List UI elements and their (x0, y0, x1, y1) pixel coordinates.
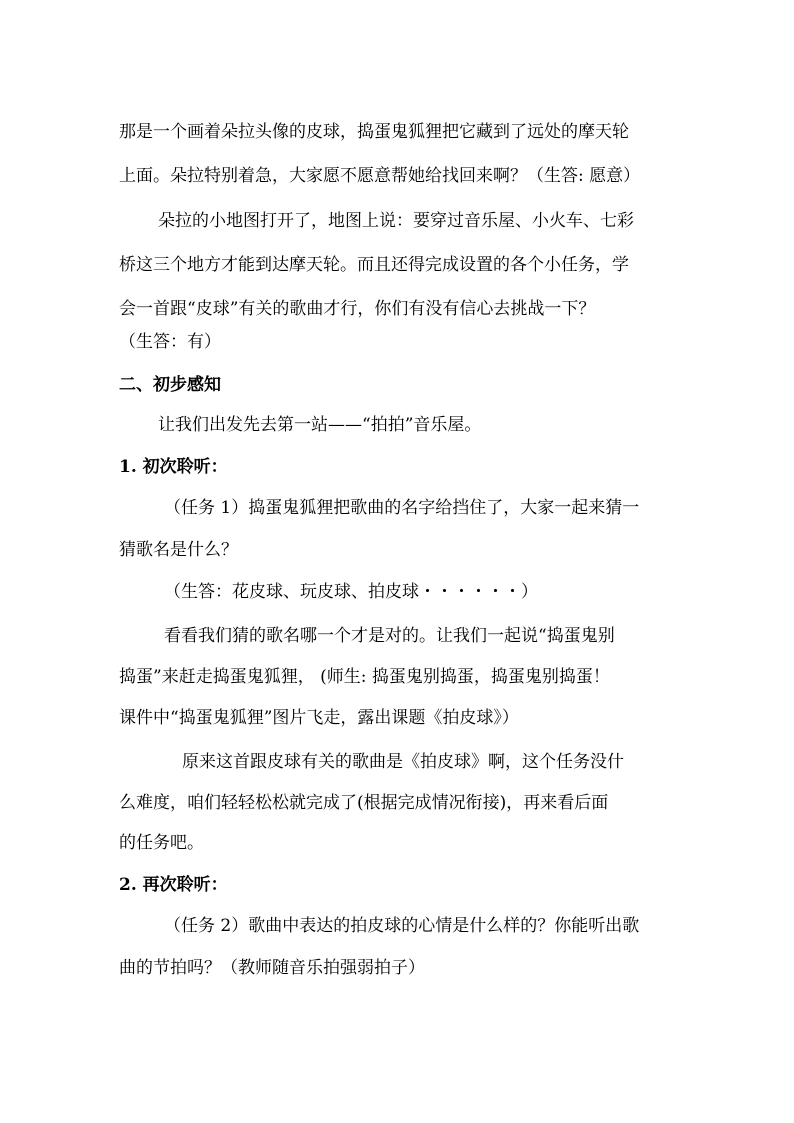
text-line: （生答：有） (119, 332, 221, 352)
text-line: （任务 1）捣蛋鬼狐狸把歌曲的名字给挡住了，大家一起来猜一 (164, 498, 640, 518)
text-line: 上面。朵拉特别着急，大家愿不愿意帮她给找回来啊？（生答: 愿意） (119, 166, 641, 186)
text-line: 猜歌名是什么？ (119, 540, 238, 560)
text-line: （任务 2）歌曲中表达的拍皮球的心情是什么样的？你能听出歌 (164, 916, 640, 936)
text-line: 的任务吧。 (119, 833, 204, 853)
text-line: 看看我们猜的歌名哪一个才是对的。让我们一起说“捣蛋鬼别 (164, 626, 615, 646)
text-line: 课件中“捣蛋鬼狐狸”图片飞走，露出课题《拍皮球》） (119, 708, 519, 728)
text-line: 曲的节拍吗？（教师随音乐拍强弱拍子） (119, 958, 425, 978)
text-line: 让我们出发先去第一站——“拍拍”音乐屋。 (158, 415, 482, 435)
section-heading: 二、初步感知 (119, 375, 221, 395)
text-line: 捣蛋”来赶走捣蛋鬼狐狸， (师生: 捣蛋鬼别捣蛋，捣蛋鬼别捣蛋！ (119, 667, 610, 687)
subsection-heading: 2. 再次聆听： (119, 875, 228, 895)
text-line: 原来这首跟皮球有关的歌曲是《拍皮球》啊，这个任务没什 (182, 752, 624, 772)
subsection-heading: 1. 初次聆听： (119, 457, 228, 477)
text-line: 么难度，咱们轻轻松松就完成了(根据完成情况衔接)，再来看后面 (119, 793, 609, 813)
text-line: 朵拉的小地图打开了，地图上说：要穿过音乐屋、小火车、七彩 (158, 211, 634, 231)
text-line: 会一首跟“皮球”有关的歌曲才行，你们有没有信心去挑战一下？ (119, 299, 596, 319)
text-line: （生答：花皮球、玩皮球、拍皮球・・・・・・） (164, 582, 538, 602)
text-line: 那是一个画着朵拉头像的皮球，捣蛋鬼狐狸把它藏到了远处的摩天轮 (119, 122, 629, 142)
text-line: 桥这三个地方才能到达摩天轮。而且还得完成设置的各个小任务，学 (119, 255, 629, 275)
